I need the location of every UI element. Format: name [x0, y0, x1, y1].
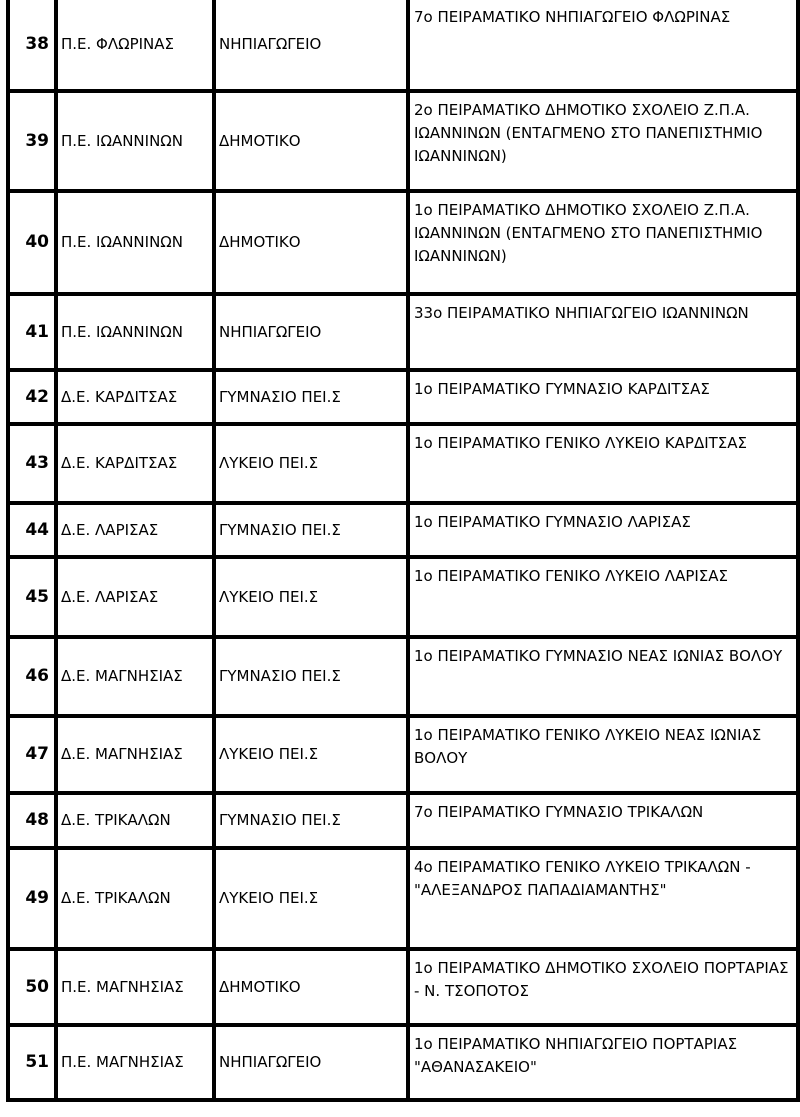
row-number: 38	[8, 0, 56, 91]
table-row	[8, 949, 798, 1025]
table-row	[8, 370, 798, 424]
school-type-cell: ΔΗΜΟΤΙΚΟ	[214, 949, 408, 1025]
school-type-cell: ΓΥΜΝΑΣΙΟ ΠΕΙ.Σ	[214, 793, 408, 848]
school-type-cell: ΛΥΚΕΙΟ ΠΕΙ.Σ	[214, 557, 408, 637]
school-name-cell: 1ο ΠΕΙΡΑΜΑΤΙΚΟ ΝΗΠΙΑΓΩΓΕΙΟ ΠΟΡΤΑΡΙΑΣ "ΑΘΑΝΑΣΑΚΕΙΟ"	[408, 1025, 798, 1100]
row-number: 43	[8, 424, 56, 503]
school-type-cell: ΓΥΜΝΑΣΙΟ ΠΕΙ.Σ	[214, 503, 408, 557]
row-number: 50	[8, 949, 56, 1025]
table-row	[8, 848, 798, 949]
school-type-cell: ΓΥΜΝΑΣΙΟ ΠΕΙ.Σ	[214, 370, 408, 424]
table-row	[8, 716, 798, 793]
school-name-cell: 1ο ΠΕΙΡΑΜΑΤΙΚΟ ΓΕΝΙΚΟ ΛΥΚΕΙΟ ΝΕΑΣ ΙΩΝΙΑΣ ΒΟΛΟΥ	[408, 716, 798, 793]
directorate-cell: Δ.Ε. ΚΑΡΔΙΤΣΑΣ	[56, 370, 214, 424]
school-name-cell: 1ο ΠΕΙΡΑΜΑΤΙΚΟ ΓΥΜΝΑΣΙΟ ΝΕΑΣ ΙΩΝΙΑΣ ΒΟΛΟΥ	[408, 637, 798, 716]
row-number: 45	[8, 557, 56, 637]
school-type-cell: ΛΥΚΕΙΟ ΠΕΙ.Σ	[214, 424, 408, 503]
school-name-cell: 1ο ΠΕΙΡΑΜΑΤΙΚΟ ΓΥΜΝΑΣΙΟ ΚΑΡΔΙΤΣΑΣ	[408, 370, 798, 424]
directorate-cell: Π.Ε. ΙΩΑΝΝΙΝΩΝ	[56, 91, 214, 191]
directorate-cell: Δ.Ε. ΛΑΡΙΣΑΣ	[56, 557, 214, 637]
school-type-cell: ΝΗΠΙΑΓΩΓΕΙΟ	[214, 0, 408, 91]
school-name-cell: 33ο ΠΕΙΡΑΜΑΤΙΚΟ ΝΗΠΙΑΓΩΓΕΙΟ ΙΩΑΝΝΙΝΩΝ	[408, 294, 798, 370]
table-row	[8, 637, 798, 716]
row-number: 48	[8, 793, 56, 848]
school-name-cell: 4ο ΠΕΙΡΑΜΑΤΙΚΟ ΓΕΝΙΚΟ ΛΥΚΕΙΟ ΤΡΙΚΑΛΩΝ - "ΑΛΕΞΑΝΔΡΟΣ ΠΑΠΑΔΙΑΜΑΝΤΗΣ"	[408, 848, 798, 949]
school-type-cell: ΛΥΚΕΙΟ ΠΕΙ.Σ	[214, 716, 408, 793]
directorate-cell: Π.Ε. ΜΑΓΝΗΣΙΑΣ	[56, 949, 214, 1025]
directorate-cell: Π.Ε. ΙΩΑΝΝΙΝΩΝ	[56, 191, 214, 294]
directorate-cell: Π.Ε. ΙΩΑΝΝΙΝΩΝ	[56, 294, 214, 370]
row-number: 51	[8, 1025, 56, 1100]
table-row	[8, 557, 798, 637]
table-row	[8, 294, 798, 370]
school-name-cell: 7ο ΠΕΙΡΑΜΑΤΙΚΟ ΝΗΠΙΑΓΩΓΕΙΟ ΦΛΩΡΙΝΑΣ	[408, 0, 798, 91]
table-row	[8, 424, 798, 503]
school-type-cell: ΓΥΜΝΑΣΙΟ ΠΕΙ.Σ	[214, 637, 408, 716]
school-type-cell: ΔΗΜΟΤΙΚΟ	[214, 91, 408, 191]
directorate-cell: Δ.Ε. ΚΑΡΔΙΤΣΑΣ	[56, 424, 214, 503]
directorate-cell: Δ.Ε. ΜΑΓΝΗΣΙΑΣ	[56, 716, 214, 793]
school-name-cell: 1ο ΠΕΙΡΑΜΑΤΙΚΟ ΓΕΝΙΚΟ ΛΥΚΕΙΟ ΚΑΡΔΙΤΣΑΣ	[408, 424, 798, 503]
school-name-cell: 1ο ΠΕΙΡΑΜΑΤΙΚΟ ΔΗΜΟΤΙΚΟ ΣΧΟΛΕΙΟ Ζ.Π.Α. ΙΩΑΝΝΙΝΩΝ (ΕΝΤΑΓΜΕΝΟ ΣΤΟ ΠΑΝΕΠΙΣΤΗΜΙΟ ΙΩΑΝΝΙΝΩΝ)	[408, 191, 798, 294]
school-type-cell: ΔΗΜΟΤΙΚΟ	[214, 191, 408, 294]
directorate-cell: Δ.Ε. ΤΡΙΚΑΛΩΝ	[56, 848, 214, 949]
table-body	[8, 0, 798, 1100]
school-name-cell: 1ο ΠΕΙΡΑΜΑΤΙΚΟ ΓΥΜΝΑΣΙΟ ΛΑΡΙΣΑΣ	[408, 503, 798, 557]
directorate-cell: Π.Ε. ΦΛΩΡΙΝΑΣ	[56, 0, 214, 91]
row-number: 47	[8, 716, 56, 793]
directorate-cell: Δ.Ε. ΛΑΡΙΣΑΣ	[56, 503, 214, 557]
row-number: 41	[8, 294, 56, 370]
table-row	[8, 91, 798, 191]
row-number: 40	[8, 191, 56, 294]
directorate-cell: Δ.Ε. ΤΡΙΚΑΛΩΝ	[56, 793, 214, 848]
directorate-cell: Δ.Ε. ΜΑΓΝΗΣΙΑΣ	[56, 637, 214, 716]
schools-table	[6, 0, 800, 1102]
table-row	[8, 1025, 798, 1100]
row-number: 44	[8, 503, 56, 557]
school-name-cell: 2ο ΠΕΙΡΑΜΑΤΙΚΟ ΔΗΜΟΤΙΚΟ ΣΧΟΛΕΙΟ Ζ.Π.Α. ΙΩΑΝΝΙΝΩΝ (ΕΝΤΑΓΜΕΝΟ ΣΤΟ ΠΑΝΕΠΙΣΤΗΜΙΟ ΙΩΑΝΝΙΝΩΝ)	[408, 91, 798, 191]
school-name-cell: 7ο ΠΕΙΡΑΜΑΤΙΚΟ ΓΥΜΝΑΣΙΟ ΤΡΙΚΑΛΩΝ	[408, 793, 798, 848]
school-name-cell: 1ο ΠΕΙΡΑΜΑΤΙΚΟ ΓΕΝΙΚΟ ΛΥΚΕΙΟ ΛΑΡΙΣΑΣ	[408, 557, 798, 637]
row-number: 49	[8, 848, 56, 949]
directorate-cell: Π.Ε. ΜΑΓΝΗΣΙΑΣ	[56, 1025, 214, 1100]
school-type-cell: ΝΗΠΙΑΓΩΓΕΙΟ	[214, 294, 408, 370]
row-number: 39	[8, 91, 56, 191]
table-row	[8, 191, 798, 294]
row-number: 42	[8, 370, 56, 424]
table-row	[8, 793, 798, 848]
school-name-cell: 1ο ΠΕΙΡΑΜΑΤΙΚΟ ΔΗΜΟΤΙΚΟ ΣΧΟΛΕΙΟ ΠΟΡΤΑΡΙΑΣ - Ν. ΤΣΟΠΟΤΟΣ	[408, 949, 798, 1025]
table-row	[8, 0, 798, 91]
row-number: 46	[8, 637, 56, 716]
school-type-cell: ΛΥΚΕΙΟ ΠΕΙ.Σ	[214, 848, 408, 949]
table-row	[8, 503, 798, 557]
school-type-cell: ΝΗΠΙΑΓΩΓΕΙΟ	[214, 1025, 408, 1100]
